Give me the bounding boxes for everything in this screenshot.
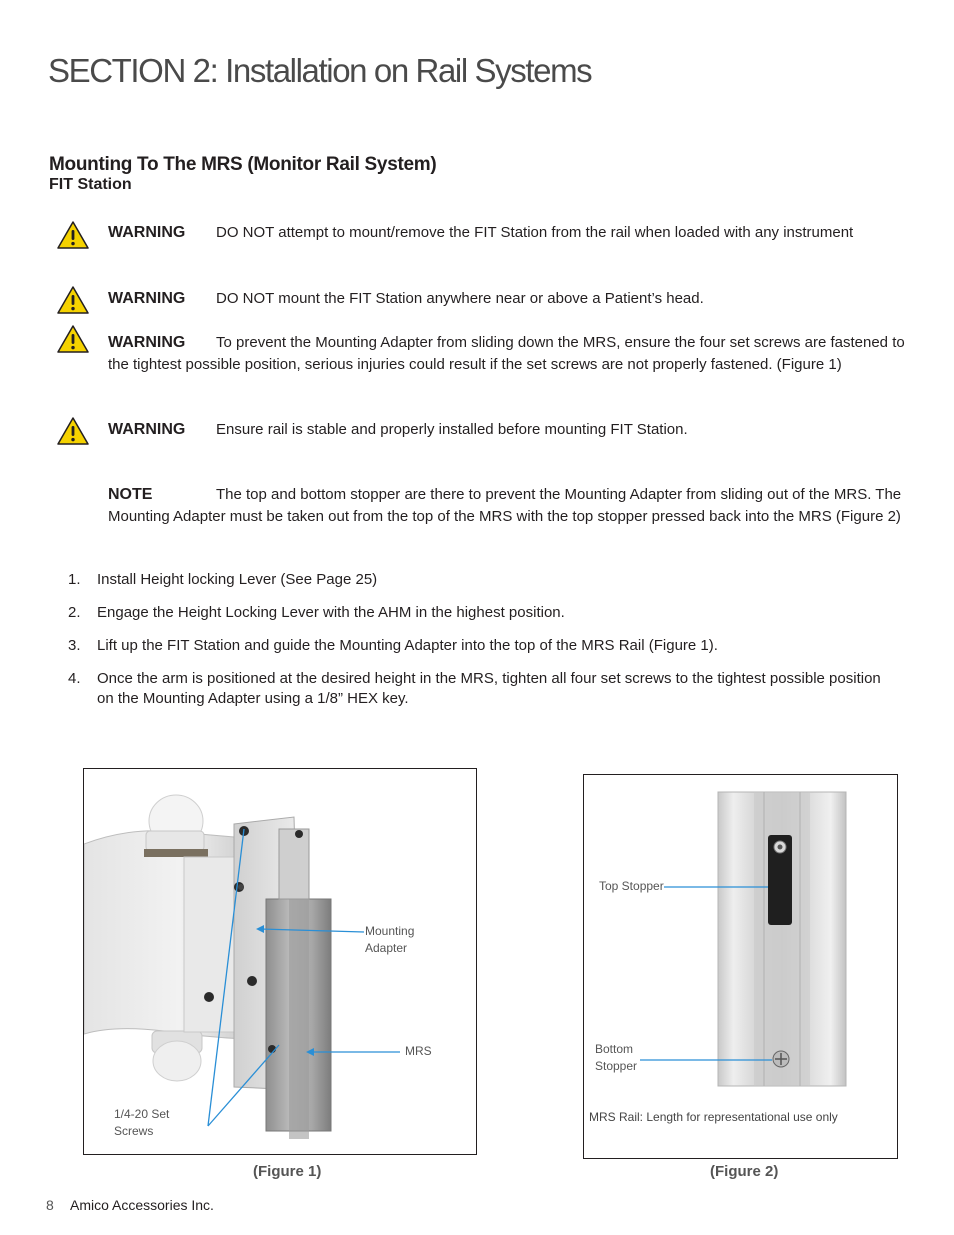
step-text: Install Height locking Lever (See Page 25) — [97, 571, 378, 588]
label-mounting-adapter — [365, 923, 414, 957]
step-item — [68, 570, 898, 590]
company-name: Amico Accessories Inc. — [70, 1197, 214, 1213]
label-set-screws — [114, 1106, 169, 1140]
step-number: 4. — [68, 670, 81, 687]
note-text: The top and bottom stopper are there to prevent the Mounting Adapter from sliding out of the MRS. The Mounting Adapter must be taken out from the top of the MRS with the top stopper pressed back into the MRS (Figure 2) — [108, 486, 902, 525]
warning-text: DO NOT attempt to mount/remove the FIT Station from the rail when loaded with any instrument — [216, 224, 854, 241]
page-number: 8 — [46, 1197, 54, 1213]
figure-1-photo — [84, 769, 476, 1154]
step-number: 2. — [68, 604, 81, 621]
warning-keyword: WARNING — [108, 334, 186, 351]
warning-icon — [57, 221, 89, 249]
step-text: Engage the Height Locking Lever with the AHM in the highest position. — [97, 604, 565, 621]
note-keyword: NOTE — [108, 486, 153, 503]
label-line: Screws — [114, 1124, 154, 1138]
steps-list — [68, 570, 898, 722]
warning-keyword: WARNING — [108, 224, 186, 241]
page-heading: Mounting To The MRS (Monitor Rail System) — [49, 154, 437, 175]
warning-keyword: WARNING — [108, 290, 186, 307]
page-footer — [46, 1197, 214, 1213]
warning-keyword: WARNING — [108, 421, 186, 438]
section-title: SECTION 2: Installation on Rail Systems — [48, 52, 592, 89]
warning-icon — [57, 417, 89, 445]
step-item — [68, 669, 898, 709]
label-line: 1/4-20 Set — [114, 1107, 170, 1121]
step-number: 3. — [68, 637, 81, 654]
figure-2 — [583, 774, 898, 1159]
note-block — [108, 484, 903, 528]
figure-2-note: MRS Rail: Length for representational use only — [589, 1110, 838, 1124]
warning-3 — [108, 332, 908, 376]
step-item — [68, 603, 898, 623]
warning-text: Ensure rail is stable and properly installed before mounting FIT Station. — [216, 421, 688, 438]
label-line: Mounting — [365, 924, 415, 938]
warning-2 — [108, 288, 908, 310]
warning-text: To prevent the Mounting Adapter from sliding down the MRS, ensure the four set screws are fastened to the tightest possible position, serious injuries could result if the set screws are not properly fastened. (Figure 1) — [108, 334, 905, 373]
warning-icon — [57, 325, 89, 353]
step-text: Once the arm is positioned at the desired height in the MRS, tighten all four set screws to the tightest possible position on the Mounting Adapter using a 1/8” HEX key. — [97, 670, 881, 707]
step-text: Lift up the FIT Station and guide the Mounting Adapter into the top of the MRS Rail (Figure 1). — [97, 637, 718, 654]
label-line: Stopper — [595, 1059, 638, 1073]
figure-1-caption: (Figure 1) — [253, 1163, 322, 1180]
warning-text: DO NOT mount the FIT Station anywhere near or above a Patient’s head. — [216, 290, 704, 307]
step-number: 1. — [68, 571, 81, 588]
label-bottom-stopper — [595, 1041, 637, 1075]
warning-icon — [57, 286, 89, 314]
warning-1 — [108, 222, 908, 244]
figure-2-caption: (Figure 2) — [710, 1163, 779, 1180]
label-mrs: MRS — [405, 1044, 432, 1058]
label-line: Adapter — [365, 941, 408, 955]
figure-2-photo — [584, 775, 897, 1158]
figure-1 — [83, 768, 477, 1155]
page-subheading: FIT Station — [49, 176, 132, 193]
label-top-stopper: Top Stopper — [599, 879, 664, 893]
step-item — [68, 636, 898, 656]
warning-4 — [108, 419, 908, 441]
label-line: Bottom — [595, 1042, 634, 1056]
